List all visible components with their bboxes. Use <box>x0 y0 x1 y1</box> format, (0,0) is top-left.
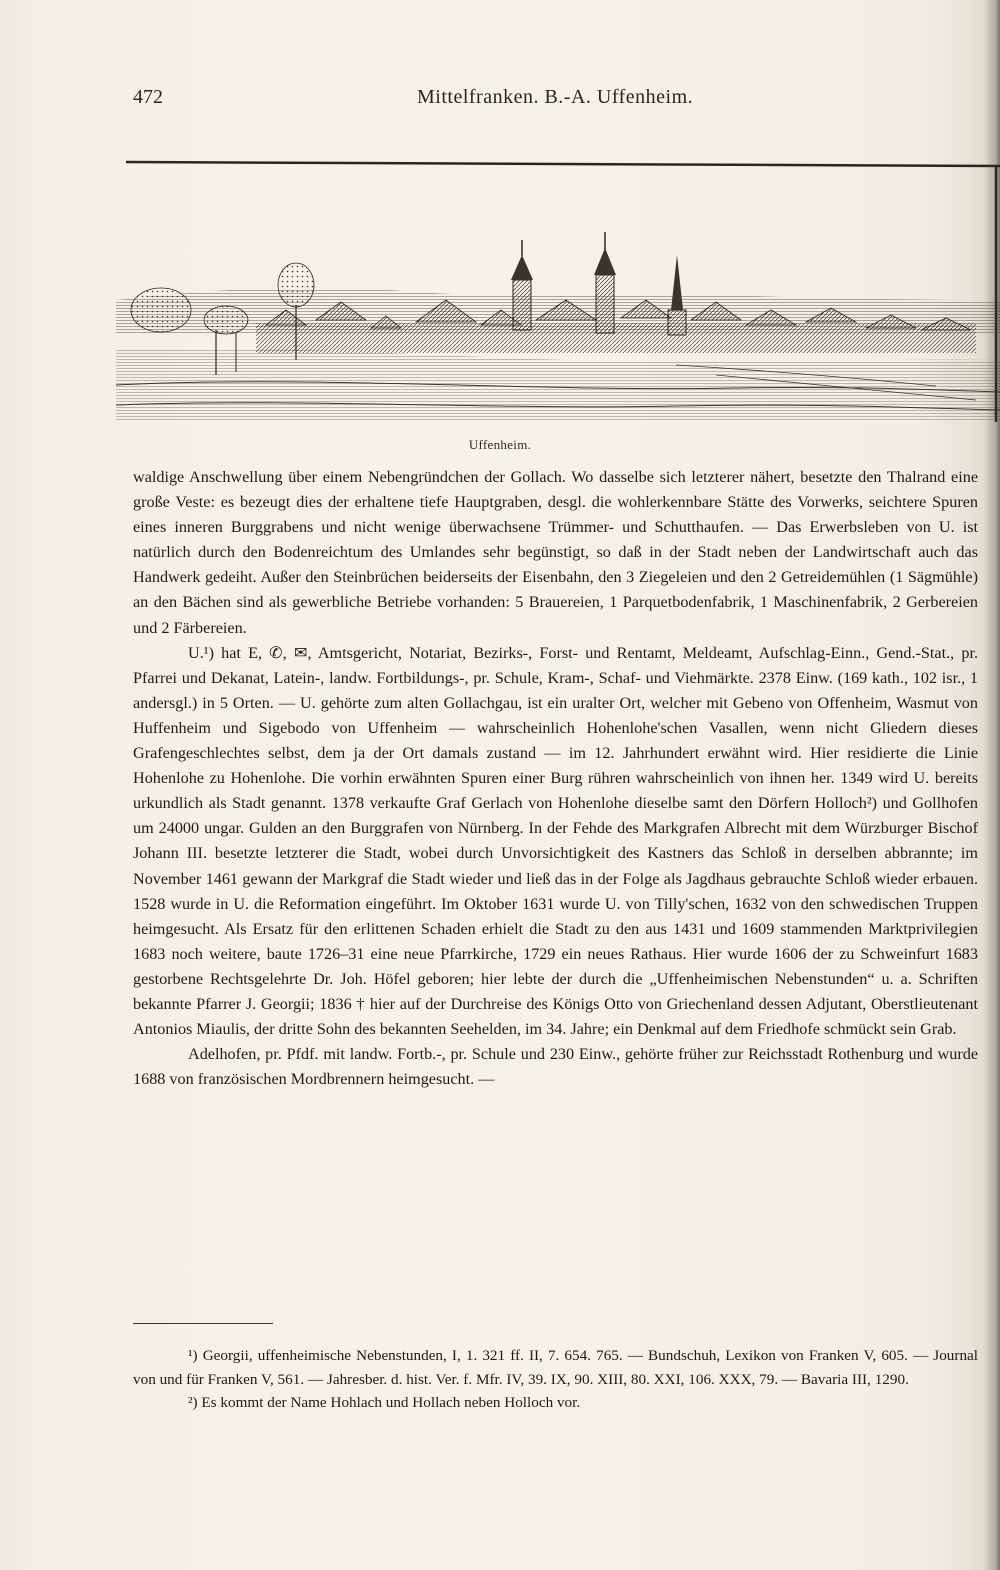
footnotes <box>133 1344 978 1415</box>
paragraph: waldige Anschwellung über einem Nebengründchen der Gollach. Wo dasselbe sich letzterer nähert, besetzte den Thalrand eine große Veste: es bezeugt dies der erhaltene tiefe Hauptgraben, desgl. die wohlerkennbare Stätte des Vorwerks, seichtere Spuren eines inneren Burggrabens und nicht wenige überwachsene Trümmer- und Schutthaufen. — Das Erwerbsleben von U. ist natürlich durch den Bodenreichtum des Umlandes sehr begünstigt, so daß in der Stadt neben der Landwirtschaft auch das Handwerk gedeiht. Außer den Steinbrüchen beiderseits der Eisenbahn, den 3 Ziegeleien und den 2 Getreidemühlen (1 Sägmühle) an den Bächen sind als gewerbliche Betriebe vorhanden: 5 Brauereien, 1 Parquetbodenfabrik, 1 Maschinenfabrik, 2 Gerbereien und 2 Färbereien. <box>133 468 978 637</box>
running-title: Mittelfranken. B.-A. Uffenheim. <box>417 86 694 108</box>
paragraph: U.¹) hat E, ✆, ✉, Amtsgericht, Notariat, Bezirks-, Forst- und Rentamt, Meldeamt, Aufschlag-Einn., Gend.-Stat., pr. Pfarrei und Dekanat, Latein-, landw. Fortbildungs-, pr. Schule, Kram-, Schaf- und Viehmärkte. 2378 Einw. (169 kath., 102 isr., 1 andersgl.) in 5 Orten. — U. gehörte zum alten Gollachgau, ist ein uralter Ort, welcher mit Gebeno von Offenheim, Wasmut von Huffenheim und Sigebodo von Uffenheim — wahrscheinlich Hohenlohe'schen Vasallen, wenn nicht Gliedern dieses Grafengeschlechtes selbst, dem ja der Ort damals zustand — im 12. Jahrhundert erwähnt wird. Hier residierte die Linie Hohenlohe zu Hohenlohe. Die vorhin erwähnten Spuren einer Burg rühren wahrscheinlich von ihnen her. 1349 wird U. bereits urkundlich als Stadt genannt. 1378 verkaufte Graf Gerlach von Hohenlohe dieselbe samt den Dörfern Holloch²) und Gollhofen um 24000 ungar. Gulden an den Burggrafen von Nürnberg. In der Fehde des Markgrafen Albrecht mit dem Würzburger Bischof Johann III. besetzte letzterer die Stadt, wobei durch Unvorsichtigkeit des Kastners das Schloß in derselben abbrannte; im November 1461 gewann der Markgraf die Stadt wieder und ließ das in der Folge als Jagdhaus gebrauchte Schloß wieder erbauen. 1528 wurde in U. die Reformation eingeführt. Im Oktober 1631 wurde U. von Tilly'schen, 1632 von den schwedischen Truppen heimgesucht. Als Ersatz für den erlittenen Schaden erhielt die Stadt zu den aus 1431 und 1609 stammenden Marktprivilegien 1683 noch weitere, baute 1726–31 eine neue Pfarrkirche, 1729 ein neues Rathaus. Hier wurde 1606 der zu Schweinfurt 1683 gestorbene Rechtsgelehrte Dr. Joh. Höfel geboren; hier lebte der durch die „Uffenheimischen Nebenstunden“ u. a. Schriften bekannte Pfarrer J. Georgii; 1836 † hier auf der Durchreise des Königs Otto von Griechenland dessen Adjutant, Oberstlieutenant Antonios Miaulis, der dritte Sohn des bekannten Seehelden, im 34. Jahre; ein Denkmal auf dem Friedhofe schmückt sein Grab. <box>133 643 978 1039</box>
footnote-divider <box>133 1323 273 1324</box>
page-header <box>133 86 973 112</box>
paragraph: Adelhofen, pr. Pfdf. mit landw. Fortb.-, pr. Schule und 230 Einw., gehörte früher zur Reichsstadt Rothenburg und wurde 1688 von französischen Mordbrennern heimgesucht. — <box>133 1045 978 1089</box>
main-text <box>133 465 978 1092</box>
illustration-caption: Uffenheim. <box>468 437 532 452</box>
page-number: 472 <box>133 86 163 108</box>
footnote: ¹) Georgii, uffenheimische Nebenstunden, I, 1. 321 ff. II, 7. 654. 765. — Bundschuh, Lexikon von Franken V, 605. — Journal von und für Franken V, 561. — Jahresber. d. hist. Ver. f. Mfr. IV, 39. IX, 90. XIII, 80. XXI, 106. XXX, 79. — Bavaria III, 1290. <box>133 1347 978 1388</box>
town-engraving-illustration <box>116 160 1000 422</box>
footnote: ²) Es kommt der Name Hohlach und Hollach neben Holloch vor. <box>188 1394 581 1411</box>
page-edge-shadow <box>984 0 1000 1570</box>
